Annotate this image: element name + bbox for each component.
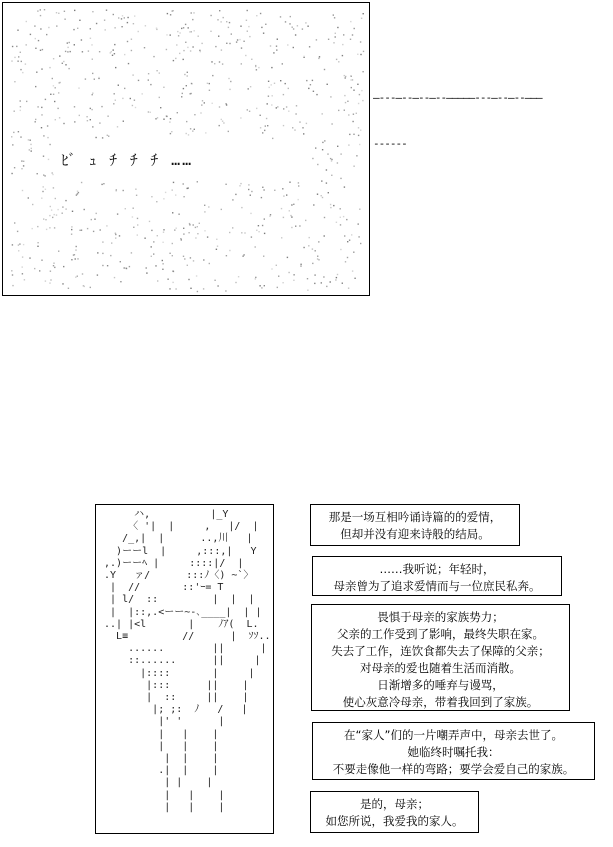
ascii-art-line: )ーーl | ,:::,| Y xyxy=(98,545,257,557)
ascii-art-line: ::...... || | xyxy=(98,655,261,667)
ascii-art-figure xyxy=(98,509,271,814)
ascii-art-line: L≡ // | ｿｿ.. xyxy=(98,631,271,643)
ascii-art-line: /_,| | ..,川 | xyxy=(98,533,253,545)
caption-5 xyxy=(310,791,479,833)
caption-line: 她临终时嘱托我： xyxy=(407,745,500,759)
ascii-art-line: ,.)ーーﾍ | ::::|/ | xyxy=(98,557,256,569)
ascii-art-panel xyxy=(95,504,274,834)
caption-2 xyxy=(312,556,562,596)
ascii-art-line: | | | xyxy=(98,801,249,813)
caption-1 xyxy=(310,504,520,546)
ascii-art-line: |:::: | | xyxy=(98,667,255,679)
ascii-art-line: | | | xyxy=(98,740,249,752)
caption-line: 畏惧于母亲的家族势力； xyxy=(377,610,504,624)
ascii-art-line: .| | | xyxy=(98,765,249,777)
ascii-art-line: | | | xyxy=(98,753,249,765)
dash-line-short: ‐‐‐‐‐‐ xyxy=(373,137,407,150)
top-panel-text: ﾋﾞ ｭ ﾁ ﾁ ﾁ …… xyxy=(61,151,194,169)
caption-line: 是的，母亲； xyxy=(360,797,429,811)
caption-3 xyxy=(311,604,570,711)
ascii-art-line: 〈 '| | , |/ | xyxy=(98,521,259,533)
caption-line: 那是一场互相吟诵诗篇的的爱情， xyxy=(328,510,502,524)
ascii-art-line: ハ, |_Y xyxy=(98,509,259,520)
ascii-art-line: ..| |<l | ﾉｱ( L. xyxy=(98,618,259,630)
ascii-art-line: |::: || | xyxy=(98,679,249,691)
ascii-art-line: | :: || | xyxy=(98,692,249,704)
dash-line-long: ―‐‐‐―‐‐―‐‐―‐‐―――――‐‐‐―‐‐―‐‐――― xyxy=(373,91,542,104)
caption-line: 对母亲的爱也随着生活而消散。 xyxy=(360,661,521,675)
ascii-art-line: .Y ァ/ :::ﾉ〈) ~`〉 xyxy=(98,570,254,582)
caption-line: 日渐增多的唾弃与谩骂， xyxy=(377,678,504,692)
ascii-art-line: | | | xyxy=(98,728,249,740)
caption-line: 但却并没有迎来诗般的结局。 xyxy=(340,527,490,541)
ascii-art-line: |; ;: ﾉ / | xyxy=(98,704,248,716)
ascii-art-line: | | | xyxy=(98,789,249,801)
caption-line: 如您所说，我爱我的家人。 xyxy=(325,814,464,828)
caption-line: 失去了工作，连饮食都失去了保障的父亲； xyxy=(331,644,550,658)
ascii-art-line: | l/ :: | | | xyxy=(98,594,255,606)
ascii-art-line: |' ' | xyxy=(98,716,249,728)
ascii-art-line: ...... || | xyxy=(98,643,267,655)
caption-4 xyxy=(312,722,595,780)
ascii-art-line: | |::,.<ーー~-､____| | | xyxy=(98,606,262,618)
ascii-art-line: | // ::'ｰ= T xyxy=(98,582,248,594)
caption-line: 使心灰意冷母亲，带着我回到了家族。 xyxy=(342,695,539,709)
caption-line: ……我听说；年轻时， xyxy=(379,562,495,576)
top-panel xyxy=(2,2,370,296)
ascii-art-line: | | | xyxy=(98,777,243,789)
caption-line: 母亲曾为了追求爱情而与一位庶民私奔。 xyxy=(333,579,541,593)
caption-line: 不要走像他一样的弯路；要学会爱自己的家族。 xyxy=(332,762,575,776)
caption-line: 在“家人”们的一片嘲弄声中，母亲去世了。 xyxy=(344,728,563,742)
caption-line: 父亲的工作受到了影响，最终失职在家。 xyxy=(337,627,544,641)
